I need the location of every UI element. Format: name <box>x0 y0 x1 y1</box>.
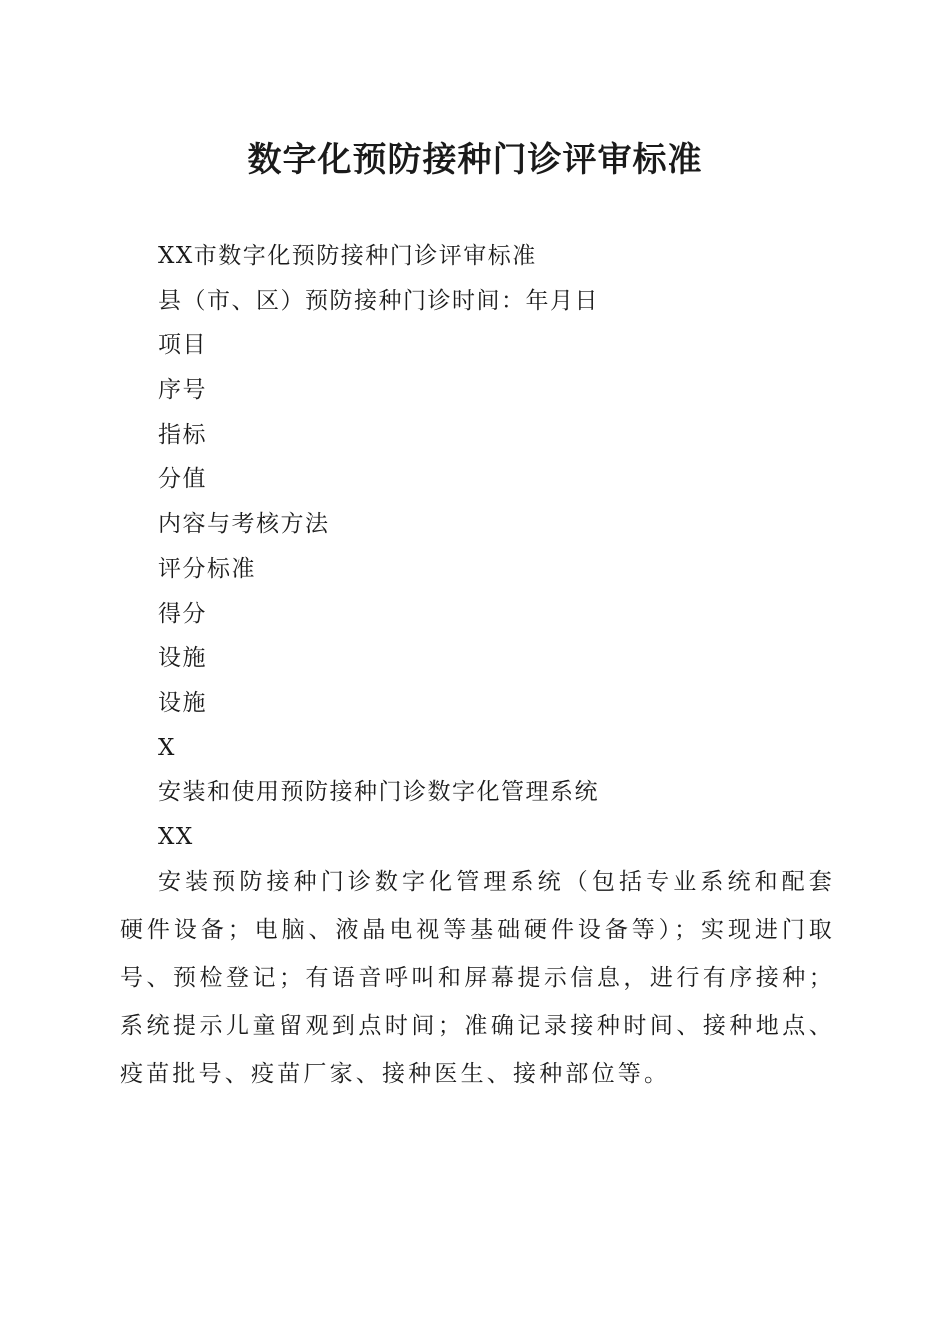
line-scoring-standard: 评分标准 <box>158 555 256 582</box>
line-county-date: 县（市、区）预防接种门诊时间：年月日 <box>158 287 599 314</box>
line-x: X <box>158 734 176 761</box>
document-title: 数字化预防接种门诊评审标准 <box>247 140 703 180</box>
line-city-standard: XX市数字化预防接种门诊评审标准 <box>158 243 537 269</box>
line-indicator: 指标 <box>158 421 207 448</box>
line-xx: XX <box>158 823 194 850</box>
body-paragraph: 安装预防接种门诊数字化管理系统（包括专业系统和配套硬件设备；电脑、液晶电视等基础硬件设备等）；实现进门取号、预检登记；有语音呼叫和屏幕提示信息，进行有序接种；系统提示儿童留观到点时间；准确记录接种时间、接种地点、疫苗批号、疫苗厂家、接种医生、接种部位等。 <box>120 869 835 1087</box>
line-facility-1: 设施 <box>158 645 207 672</box>
line-serial-number: 序号 <box>158 377 207 404</box>
line-score: 得分 <box>158 600 207 627</box>
line-score-value: 分值 <box>158 466 207 493</box>
line-item: 项目 <box>158 332 207 359</box>
line-system-install: 安装和使用预防接种门诊数字化管理系统 <box>158 779 599 806</box>
document-lines <box>158 234 858 860</box>
line-content-method: 内容与考核方法 <box>158 511 330 538</box>
line-facility-2: 设施 <box>158 689 207 716</box>
